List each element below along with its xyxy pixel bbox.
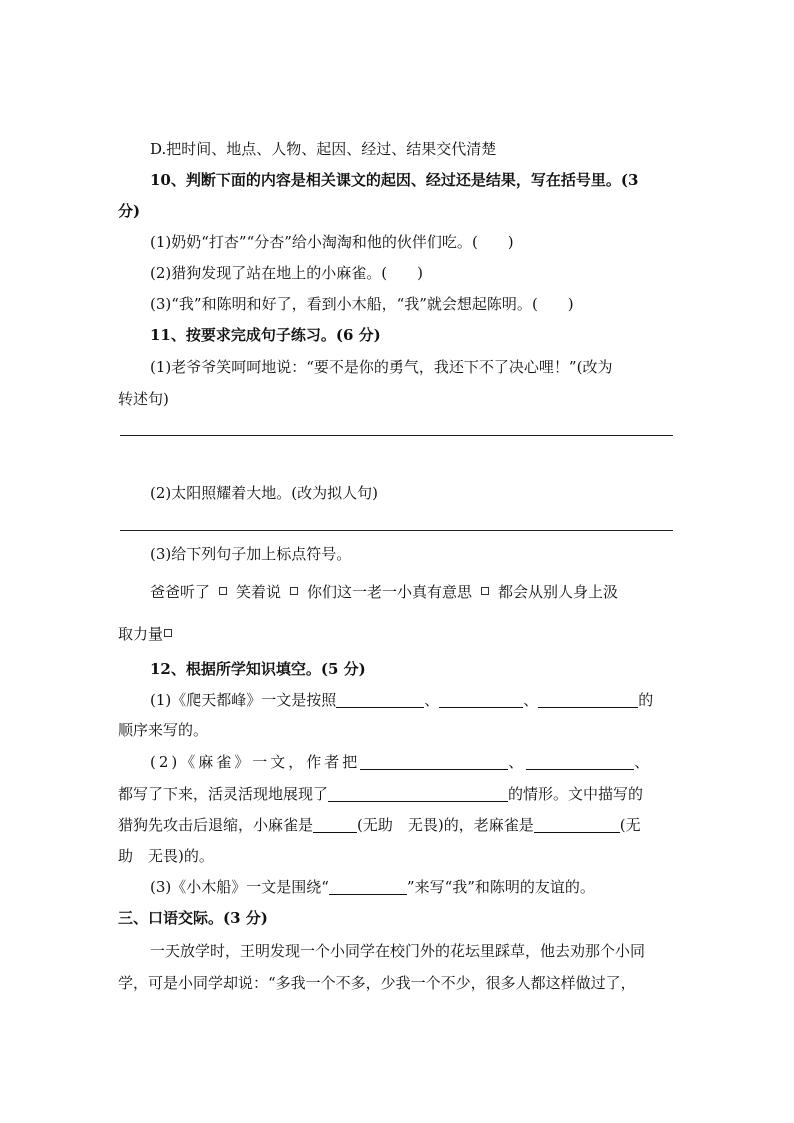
q12-item-3: [150, 877, 595, 897]
q10-item-1: [150, 232, 514, 252]
fill-blank[interactable]: [329, 878, 407, 895]
punctuation-sentence-cont: [118, 624, 172, 644]
q10-item-3-text: (3)“我”和陈明和好了，看到小木船，“我”就会想起陈明。: [150, 295, 532, 313]
q12-item-1-end: 的: [638, 691, 654, 709]
sentence-part: 你们这一老一小真有意思: [307, 583, 473, 601]
fill-blank[interactable]: [526, 753, 634, 770]
q11-title: 11、按要求完成句子练习。(6 分): [150, 326, 381, 344]
q12-item-2-text: (2)《麻雀》一文，作者把: [150, 753, 361, 771]
fill-blank[interactable]: [439, 691, 523, 708]
q12-item-2: [150, 752, 652, 772]
q12-text: (无: [619, 816, 641, 834]
sentence-part: 取力量: [118, 625, 164, 643]
punctuation-box[interactable]: [290, 587, 298, 595]
section-3-paragraph-cont: 学，可是小同学却说：“多我一个不多，少我一个不少，很多人都这样做过了，: [118, 974, 636, 992]
fill-blank[interactable]: [336, 691, 424, 708]
answer-bracket[interactable]: ( ): [381, 264, 423, 282]
q10-item-2-text: (2)猎狗发现了站在地上的小麻雀。: [150, 264, 382, 282]
sentence-part: 爸爸听了: [150, 583, 211, 601]
fill-blank[interactable]: [328, 785, 508, 802]
separator: 、: [508, 753, 527, 771]
separator: 、: [634, 753, 653, 771]
punctuation-box[interactable]: [219, 587, 227, 595]
sentence-part: 都会从别人身上汲: [498, 583, 619, 601]
q11-item-2: (2)太阳照耀着大地。(改为拟人句): [150, 484, 378, 502]
q12-item-2-line3: [118, 815, 641, 835]
q12-text: 的情形。文中描写的: [508, 785, 644, 803]
section-3-title: 三、口语交际。(3 分): [118, 909, 268, 927]
q10-item-1-text: (1)奶奶“打杏”“分杏”给小淘淘和他的伙伴们吃。: [150, 233, 472, 251]
q12-text: (无助 无畏)的，老麻雀是: [357, 816, 534, 834]
q10-item-2: [150, 263, 423, 283]
fill-blank[interactable]: [313, 816, 357, 833]
q12-item-3-text: (3)《小木船》一文是围绕“: [150, 878, 329, 896]
punctuation-sentence: [150, 582, 618, 602]
section-3-paragraph: 一天放学时，王明发现一个小同学在校门外的花坛里踩草，他去劝那个小同: [150, 942, 646, 960]
answer-bracket[interactable]: ( ): [471, 233, 514, 251]
q12-item-1-text: (1)《爬天都峰》一文是按照: [150, 691, 337, 709]
answer-line[interactable]: [120, 530, 673, 531]
q12-item-3-end: ”来写“我”和陈明的友谊的。: [406, 878, 595, 896]
q10-title-cont: 分): [118, 202, 141, 220]
q12-title: 12、根据所学知识填空。(5 分): [150, 660, 366, 678]
sentence-part: 笑着说: [236, 583, 282, 601]
q10-item-3: [150, 294, 574, 314]
punctuation-box[interactable]: [481, 587, 489, 595]
q12-text: 都写了下来，活灵活现地展现了: [118, 785, 329, 803]
q11-item-1: (1)老爷爷笑呵呵地说：“要不是你的勇气，我还下不了决心哩！”(改为: [150, 358, 613, 376]
q12-item-1: [150, 690, 653, 710]
option-d: D.把时间、地点、人物、起因、经过、结果交代清楚: [150, 140, 497, 158]
q12-item-2-line2: [118, 784, 643, 804]
answer-line[interactable]: [120, 435, 673, 436]
q10-title: 10、判断下面的内容是相关课文的起因、经过还是结果，写在括号里。(3: [150, 171, 639, 189]
q12-text: 猎狗先攻击后退缩，小麻雀是: [118, 816, 314, 834]
separator: 、: [523, 691, 539, 709]
q12-item-1-cont: 顺序来写的。: [118, 721, 209, 739]
q12-item-2-line4: 助 无畏)的。: [118, 847, 214, 865]
fill-blank[interactable]: [360, 753, 508, 770]
fill-blank[interactable]: [534, 816, 620, 833]
fill-blank[interactable]: [538, 691, 638, 708]
q11-item-3: (3)给下列句子加上标点符号。: [150, 545, 352, 563]
answer-bracket[interactable]: ( ): [531, 295, 574, 313]
separator: 、: [424, 691, 440, 709]
q11-item-1-cont: 转述句): [118, 390, 169, 408]
punctuation-box[interactable]: [164, 629, 172, 637]
